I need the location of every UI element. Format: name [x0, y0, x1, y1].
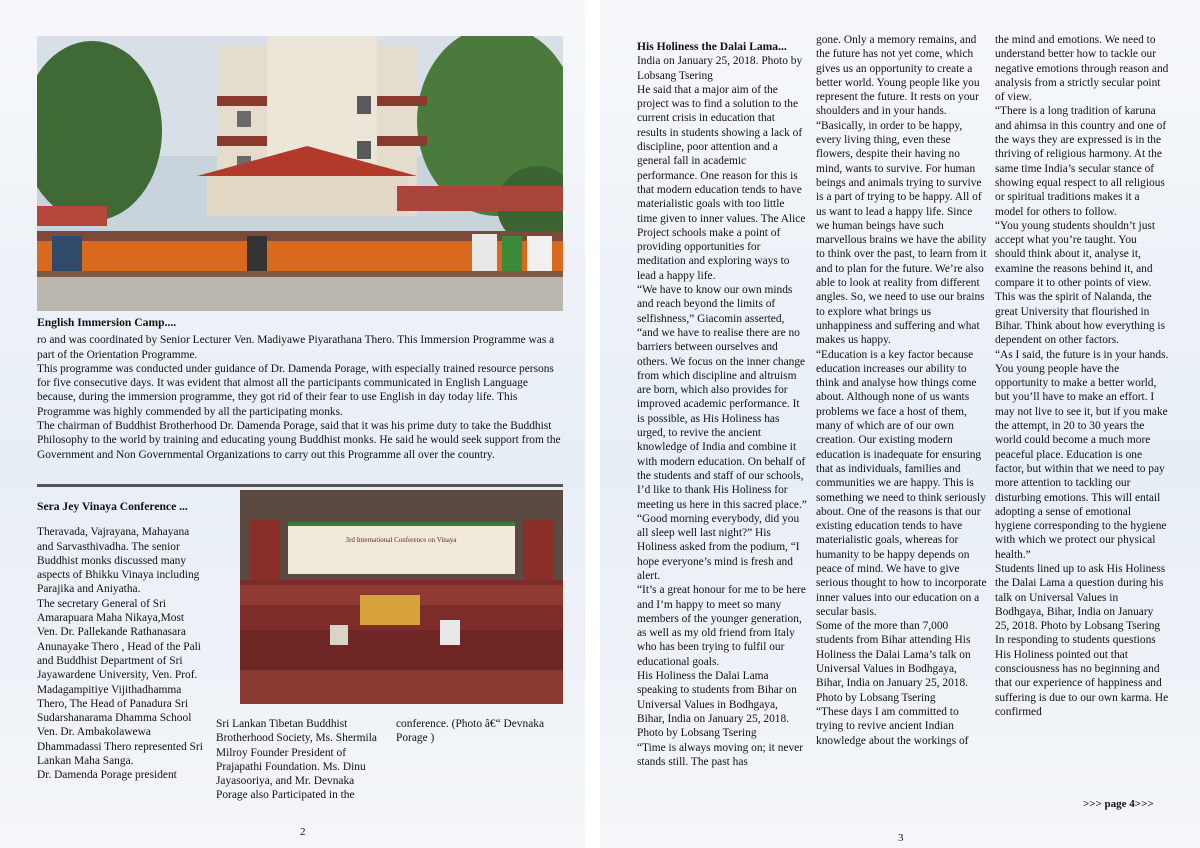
article-paragraph: “These days I am committed to trying to revive ancient Indian knowledge about the workings of	[816, 705, 969, 747]
continued-page-link[interactable]: >>> page 4>>>	[1083, 798, 1154, 810]
photo-caption: Some of the more than 7,000 students from Bihar attending His Holiness the Dalai Lama’s talk on Universal Values in Bodhgaya, Bihar, India on January 25, 2018. Photo by Lobsang Tsering	[816, 620, 971, 704]
dalai-lama-column-1	[637, 40, 807, 769]
sera-column-3	[396, 717, 564, 746]
page-gutter	[585, 0, 600, 848]
sera-column-2	[216, 717, 386, 803]
article-paragraph: “It’s a great honour for me to be here and I’m happy to meet so many members of the younger generation, as well as my old friend from Italy who has been trying to fulfil our educational goals.	[637, 584, 806, 668]
sera-paragraph: conference. (Photo â€“ Devnaka Porage )	[396, 718, 545, 745]
page-number: 2	[300, 826, 306, 838]
article-paragraph: gone. Only a memory remains, and the future has not yet come, which gives us an opportunity to create a better world. Young people like you represent the future. It rests on your shoulders and in your hands.	[816, 34, 980, 118]
article-paragraph: In responding to students questions His Holiness pointed out that consciousness has no beginning and that our experience of happiness and suffering is due to our own karma. He confirmed	[995, 634, 1169, 718]
dalai-lama-column-2	[816, 33, 987, 748]
article-paragraph: India on January 25, 2018. Photo by Lobsang Tsering	[637, 55, 803, 82]
monks-group-photo	[37, 36, 563, 311]
page-number: 3	[898, 832, 904, 844]
article-paragraph: “Good morning everybody, did you all sleep well last night?” His Holiness asked from the podium, “I hope everyone’s mind is fresh and alert.	[637, 512, 800, 582]
sera-column-1	[37, 500, 203, 783]
banner-title: 3rd International Conference on Vinaya	[345, 536, 457, 544]
article-paragraph: “As I said, the future is in your hands. You young people have the opportunity to make a better world, but you’ll have to make an effort. I may not live to see it, but if you make the attempt, in 20 to 30 years the world could become a much more peaceful place. Education is one factor, but within that we need to pay more attention to tackling our disturbing emotions. This will entail adopting a sense of emotional hygiene corresponding to the hygiene with which we protect our physical health.”	[995, 348, 1169, 561]
sera-heading: Sera Jey Vinaya Conference ...	[37, 500, 188, 513]
article-paragraph: “You young students shouldn’t just accept what you’re taught. You should think about it, analyse it, examine the reasons behind it, and compare it to other points of view. This was the spirit of Nalanda, the great University that flourished in Bihar. Think about how everything is dependent on other factors.	[995, 219, 1165, 347]
sera-paragraph: The secretary General of Sri Amarapuara Maha Nikaya,Most Ven. Dr. Pallekande Rathanasara Anunayake Thero , Head of the Pali and Buddhist Department of Sri Jayawardene University, Ven. Prof. Madagampitiye Vijithadhamma Thero, The Head of Panadura Sri Sudarshanarama Dhamma School Ven. Dr. Ambakolawewa Dhammadassi Thero represented Sri Lankan Maha Sanga.	[37, 597, 203, 768]
photo-caption: His Holiness the Dalai Lama speaking to students from Bihar on Universal Values in Bodhgaya, Bihar, India on January 25, 2018. Photo by Lobsang Tsering	[637, 670, 797, 740]
camp-paragraph: This programme was conducted under guidance of Dr. Damenda Porage, with especially trained resource persons for five consecutive days. It was evident that almost all the participants communicated in English Language because, during the immersion programme, they got rid of their fear to use English in day today life. This Programme was highly commended by all the participating monks.	[37, 362, 554, 418]
right-page	[600, 0, 1200, 848]
vinaya-conference-photo	[240, 490, 563, 704]
sera-paragraph: Theravada, Vajrayana, Mahayana and Sarvasthivadha. The senior Buddhist monks discussed many aspects of Bhikku Vinaya including Parajika and Aniyatha.	[37, 526, 200, 596]
article-paragraph: the mind and emotions. We need to understand better how to tackle our negative emotions through reason and analysis from a strictly secular point of view.	[995, 34, 1169, 104]
sera-paragraph: Dr. Damenda Porage president	[37, 769, 177, 782]
article-paragraph: He said that a major aim of the project was to find a solution to the current crisis in education that results in students showing a lack of discipline, poor attention and a general fall in academic performance. One reason for this is that modern education tends to have materialistic goals with too little time given to inner values. The Alice Project schools make a point of providing opportunities for meditation and exploring ways to lead a happy life.	[637, 83, 806, 282]
camp-heading: English Immersion Camp....	[37, 316, 177, 329]
dalai-lama-column-3	[995, 33, 1169, 719]
article-paragraph: “We have to know our own minds and reach beyond the limits of selfishness,” Giacomin asserted, “and we have to realise there are no barriers between ourselves and others. We focus on the inner change from which discipline and altruism are born, which also provides for improved academic performance. It is possible, as His Holiness has urged, to revive the ancient knowledge of India and combine it with modern education. On behalf of the students and staff of our schools, I’d like to thank His Holiness for meeting us here in this sacred place.”	[637, 284, 807, 511]
photo-caption: Students lined up to ask His Holiness the Dalai Lama a question during his talk on Universal Values in Bodhgaya, Bihar, India on January 25, 2018. Photo by Lobsang Tsering	[995, 562, 1166, 633]
dalai-lama-heading: His Holiness the Dalai Lama...	[637, 40, 787, 53]
article-paragraph: “Education is a key factor because education increases our ability to think and analyse how things come about. Although none of us wants problems we face a host of them, many of which are of our own creation. Our existing modern education is inadequate for ensuring that as individuals, families and communities we are happy. This is something we need to think seriously about. One of the reasons is that our existing education tends to have materialistic goals, whereas for humanity to be happy depends on peace of mind. We have to give serious thought to how to incorporate inner values into our education on a secular basis.	[816, 348, 987, 618]
article-paragraph: “There is a long tradition of karuna and ahimsa in this country and one of the ways they are expressed is in the thriving of religious harmony. At the same time India’s secular stance of showing equal respect to all religious or spiritual traditions makes it a model for others to follow.	[995, 105, 1167, 218]
article-paragraph: “Time is always moving on; it never stands still. The past has	[637, 741, 803, 768]
camp-paragraph: ro and was coordinated by Senior Lecturer Ven. Madiyawe Piyarathana Thero. This Immersion Programme was a part of the Orientation Programme.	[37, 334, 555, 361]
left-page	[0, 0, 585, 848]
camp-article	[37, 316, 563, 462]
sera-paragraph: Sri Lankan Tibetan Buddhist Brotherhood Society, Ms. Shermila Milroy Founder President of Prajapathi Foundation. Ms. Dinu Jayasooriya, and Mr. Devnaka Porage also Participated in the	[216, 718, 377, 802]
camp-paragraph: The chairman of Buddhist Brotherhood Dr. Damenda Porage, said that it was his prime duty to take the Buddhist Philosophy to the world by training and educating young Buddhist monks. He said he would seek support from the Government and Non Governmental Organizations to carry out this Programme all over the country.	[37, 420, 561, 461]
article-paragraph: “Basically, in order to be happy, every living thing, even these flowers, despite their having no mind, wants to survive. For human beings and animals trying to survive is a part of trying to be happy. All of us want to lead a happy life. Since we human beings have such marvellous brains we have the ability to think over the past, to learn from it and to plan for the future. We’re also able to look at reality from different angles. So, we need to use our brains to explore what brings us unhappiness and suffering and what makes us happy.	[816, 119, 987, 347]
section-divider	[37, 484, 563, 487]
